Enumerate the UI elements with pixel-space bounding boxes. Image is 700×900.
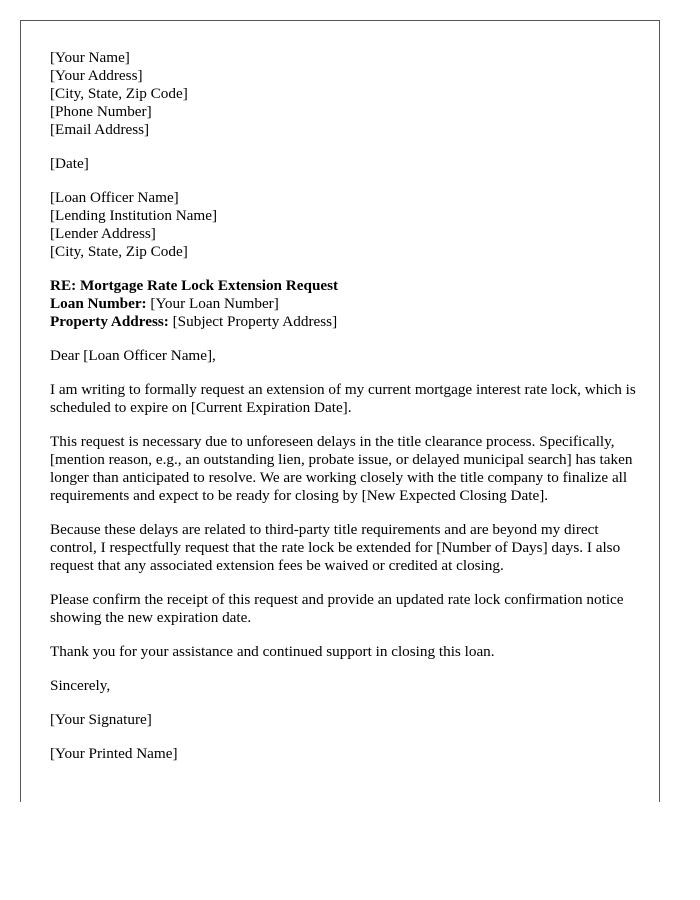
subject-re: RE: Mortgage Rate Lock Extension Request (50, 277, 339, 294)
subject-line (50, 277, 645, 295)
letter-body (50, 49, 645, 779)
property-address-label: Property Address: (50, 313, 169, 330)
letter-date: [Date] (50, 155, 89, 172)
sender-address: [Your Address] (50, 67, 143, 84)
loan-number-value: [Your Loan Number] (146, 295, 279, 312)
recipient-institution: [Lending Institution Name] (50, 207, 218, 224)
sender-name: [Your Name] (50, 49, 130, 66)
paragraph-extension: Because these delays are related to third-party title requirements and are beyond my direct control, I respectfully request that the rate lock be extended for [Number of Days] days. I also request that any associated extension fees be waived or credited at closing. (50, 521, 621, 574)
closing: Sincerely, (50, 677, 111, 694)
property-address-line (50, 313, 645, 331)
sender-city-state-zip: [City, State, Zip Code] (50, 85, 188, 102)
printed-name: [Your Printed Name] (50, 745, 178, 762)
sender-phone: [Phone Number] (50, 103, 152, 120)
property-address-value: [Subject Property Address] (168, 313, 338, 330)
recipient-block (50, 189, 645, 261)
recipient-city-state-zip: [City, State, Zip Code] (50, 243, 188, 260)
recipient-address: [Lender Address] (50, 225, 156, 242)
loan-number-line (50, 295, 645, 313)
date-block (50, 155, 645, 173)
subject-block (50, 277, 645, 331)
paragraph-reason: This request is necessary due to unforeseen delays in the title clearance process. Specifically, [mention reason, e.g., an outstanding lien, probate issue, or delayed municipal search] has taken longer than anticipated to resolve. We are working closely with the title company to finalize all requirements and expect to be ready for closing by [New Expected Closing Date]. (50, 433, 633, 504)
paragraph-thanks: Thank you for your assistance and continued support in closing this loan. (50, 643, 495, 660)
recipient-officer: [Loan Officer Name] (50, 189, 179, 206)
loan-number-label: Loan Number: (50, 295, 147, 312)
paragraph-confirm: Please confirm the receipt of this request and provide an updated rate lock confirmation notice showing the new expiration date. (50, 591, 624, 626)
signature: [Your Signature] (50, 711, 152, 728)
paragraph-request: I am writing to formally request an extension of my current mortgage interest rate lock, which is scheduled to expire on [Current Expiration Date]. (50, 381, 636, 416)
letter-page (20, 20, 660, 802)
sender-email: [Email Address] (50, 121, 150, 138)
salutation: Dear [Loan Officer Name], (50, 347, 216, 364)
sender-block (50, 49, 645, 139)
